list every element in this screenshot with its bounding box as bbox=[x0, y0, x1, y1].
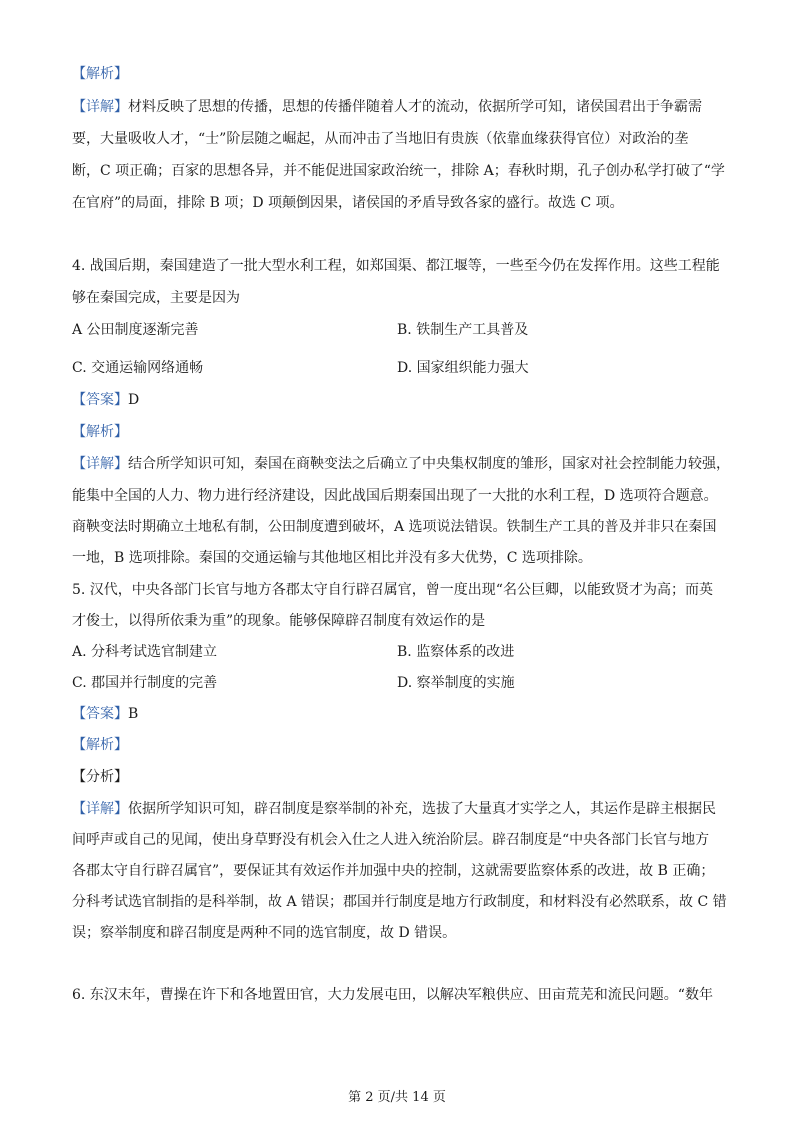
question-5-stem: 5. 汉代，中央各部门长官与地方各郡太守自行辟召属官，曾一度出现“名公巨卿，以能致贤才为高；而英 bbox=[72, 582, 713, 598]
answer-label: 【答案】 bbox=[72, 706, 128, 722]
answer-value: B bbox=[128, 706, 139, 722]
fenxi-label: 【分析】 bbox=[72, 769, 128, 785]
xiangjie-paragraph-line: 分科考试选官制指的是科举制，故 A 错误；郡国并行制度是地方行政制度，和材料没有必然联系，故 C 错 bbox=[72, 894, 727, 910]
xiangjie-paragraph-line: 各郡太守自行辟召属官”，要保证其有效运作并加强中央的控制，这就需要监察体系的改进，故 B 正确； bbox=[72, 863, 715, 879]
xiangjie-label: 【详解】 bbox=[72, 456, 128, 472]
xiangjie-paragraph-line: 一地，B 选项排除。秦国的交通运输与其他地区相比并没有多大优势，C 选项排除。 bbox=[72, 550, 592, 566]
question-5-option-c: C. 郡国并行制度的完善 bbox=[72, 675, 218, 691]
question-5-option-d: D. 察举制度的实施 bbox=[397, 675, 515, 691]
jiexi-label: 【解析】 bbox=[72, 66, 128, 82]
question-4-option-a: A 公田制度逐渐完善 bbox=[72, 322, 199, 338]
xiangjie-label: 【详解】 bbox=[72, 99, 128, 115]
question-4-stem: 4. 战国后期，秦国建造了一批大型水利工程，如郑国渠、都江堰等，一些至今仍在发挥作用。这些工程能 bbox=[72, 258, 720, 274]
xiangjie-paragraph-line: 【详解】结合所学知识可知，秦国在商鞅变法之后确立了中央集权制度的雏形，国家对社会控制能力较强， bbox=[72, 456, 730, 472]
question-5-option-a: A. 分科考试选官制建立 bbox=[72, 644, 218, 660]
answer-value: D bbox=[128, 392, 140, 408]
xiangjie-paragraph-line: 断，C 项正确；百家的思想各异，并不能促进国家政治统一，排除 A；春秋时期，孔子创办私学打破了“学 bbox=[72, 163, 725, 179]
question-4-option-c: C. 交通运输网络通畅 bbox=[72, 360, 204, 376]
xiangjie-label: 【详解】 bbox=[72, 801, 128, 817]
xiangjie-paragraph-line: 商鞅变法时期确立土地私有制，公田制度遭到破坏，A 选项说法错误。铁制生产工具的普及并非只在秦国 bbox=[72, 519, 717, 535]
question-4-option-b: B. 铁制生产工具普及 bbox=[397, 322, 529, 338]
question-5-stem: 才俊士，以得所依秉为重”的现象。能够保障辟召制度有效运作的是 bbox=[72, 613, 486, 629]
question-4-option-d: D. 国家组织能力强大 bbox=[397, 360, 529, 376]
question-4-answer bbox=[72, 390, 139, 410]
answer-label: 【答案】 bbox=[72, 392, 128, 408]
xiangjie-paragraph-line: 误；察举制度和辟召制度是两种不同的选官制度，故 D 错误。 bbox=[72, 925, 457, 941]
page-number: 第 2 页/共 14 页 bbox=[348, 1090, 446, 1105]
question-5-answer bbox=[72, 704, 138, 724]
xiangjie-paragraph-line: 【详解】依据所学知识可知，辟召制度是察举制的补充，选拔了大量真才实学之人，其运作是辟主根据民 bbox=[72, 801, 716, 817]
jiexi-label: 【解析】 bbox=[72, 424, 128, 440]
xiangjie-paragraph-line: 在官府”的局面，排除 B 项；D 项颠倒因果，诸侯国的矛盾导致各家的盛行。故选 C 项。 bbox=[72, 195, 624, 211]
xiangjie-paragraph-line: 【详解】材料反映了思想的传播，思想的传播伴随着人才的流动，依据所学可知，诸侯国君出于争霸需 bbox=[72, 99, 702, 115]
xiangjie-paragraph-line: 间呼声或自己的见闻，使出身草野没有机会入仕之人进入统治阶层。辟召制度是“中央各部门长官与地方 bbox=[72, 832, 710, 848]
xiangjie-paragraph-line: 能集中全国的人力、物力进行经济建设，因此战国后期秦国出现了一大批的水利工程，D 选项符合题意。 bbox=[72, 488, 718, 504]
question-5-option-b: B. 监察体系的改进 bbox=[397, 644, 515, 660]
question-6-stem: 6. 东汉末年，曹操在许下和各地置田官，大力发展屯田，以解决军粮供应、田亩荒芜和流民问题。“数年 bbox=[72, 987, 713, 1003]
jiexi-label: 【解析】 bbox=[72, 737, 128, 753]
question-4-stem: 够在秦国完成，主要是因为 bbox=[72, 290, 240, 306]
xiangjie-paragraph-line: 要，大量吸收人才，“士”阶层随之崛起，从而冲击了当地旧有贵族（依靠血缘获得官位）对政治的垄 bbox=[72, 131, 689, 147]
